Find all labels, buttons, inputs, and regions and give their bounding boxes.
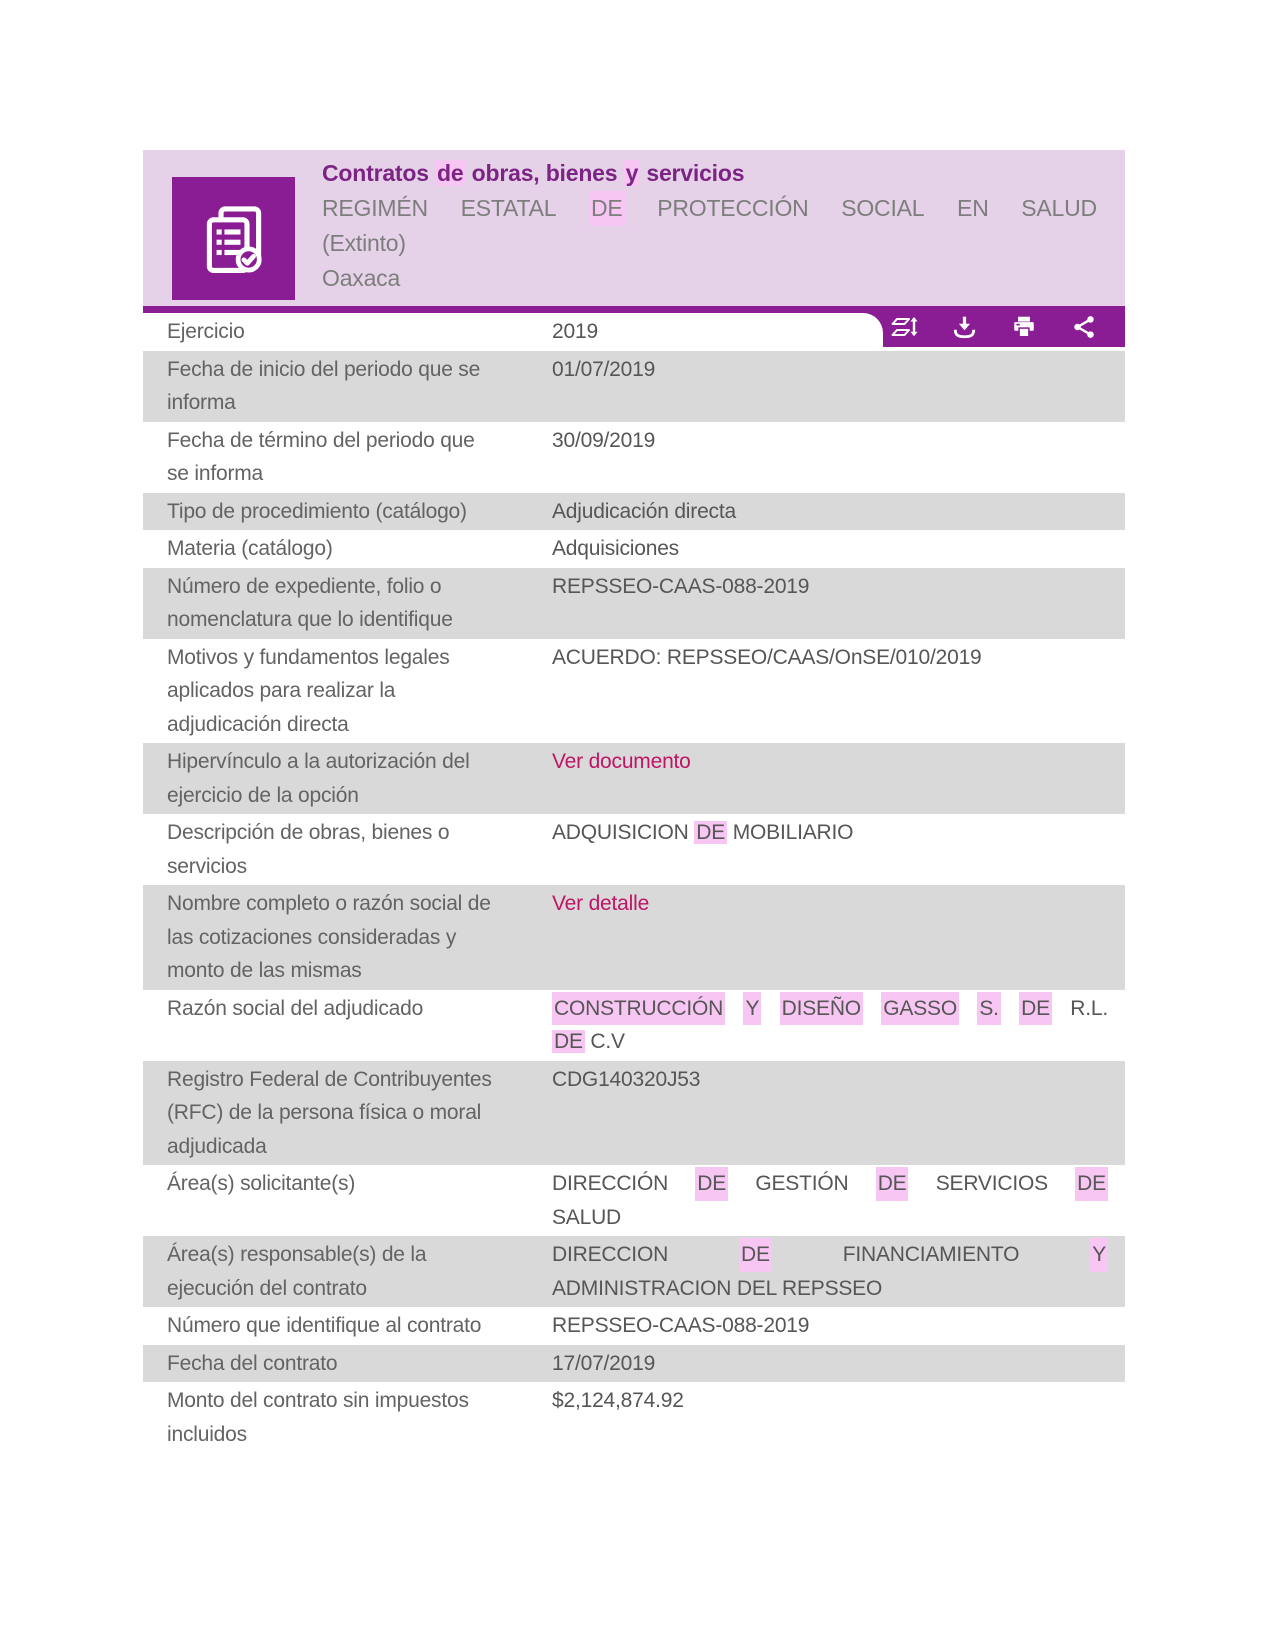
highlighted-word: de <box>437 160 464 186</box>
row-value <box>552 641 1125 742</box>
text-line[interactable] <box>552 745 1108 779</box>
highlighted-word: DE <box>1019 992 1052 1026</box>
documents-check-icon <box>193 198 275 280</box>
highlighted-word: DE <box>876 1167 909 1201</box>
row-label: Descripción de obras, bienes o servicios <box>167 821 450 878</box>
word: ADMINISTRACION <box>552 1276 732 1300</box>
row-value <box>552 532 1125 566</box>
word: ESTATAL <box>460 195 557 221</box>
word: MOBILIARIO <box>732 821 854 844</box>
text-line <box>552 1167 1108 1201</box>
word: REPSSEO-CAAS-088-2019 <box>552 1314 810 1337</box>
word: SERVICIOS <box>935 1172 1048 1195</box>
row-value <box>552 315 883 349</box>
highlighted-word: CONSTRUCCIÓN <box>552 992 725 1026</box>
row-value <box>552 816 1125 883</box>
header-title <box>322 156 1097 191</box>
table-row <box>143 814 1125 885</box>
word: REPSSEO-CAAS-088-2019 <box>552 574 810 598</box>
word: obras, <box>471 160 540 186</box>
text-line <box>552 532 1108 566</box>
text-line <box>552 1238 1108 1272</box>
word: Adjudicación <box>552 499 669 523</box>
row-value <box>552 1309 1125 1343</box>
word: R.L. <box>1070 996 1108 1020</box>
row-label: Fecha de inicio del periodo que se informa <box>167 357 481 414</box>
table-row <box>143 1307 1125 1345</box>
table-row <box>143 313 883 351</box>
row-label: Nombre completo o razón social de las cotizaciones consideradas y monto de las mismas <box>167 892 491 982</box>
text-line <box>552 1384 1108 1418</box>
word: servicios <box>646 160 745 186</box>
text-line[interactable] <box>552 887 1108 921</box>
highlighted-word: DE <box>739 1238 772 1272</box>
word: Adquisiciones <box>552 537 679 560</box>
report-page <box>143 150 1125 1522</box>
highlighted-word: S. <box>977 992 1000 1026</box>
text-line <box>552 315 866 349</box>
row-value <box>552 1167 1125 1234</box>
highlighted-word: DE <box>695 1167 728 1201</box>
table-row <box>143 1382 1125 1453</box>
row-label: Área(s) responsable(s) de la ejecución del contrato <box>167 1243 427 1300</box>
text-line <box>552 1309 1108 1343</box>
text-line <box>552 641 1108 675</box>
info-table <box>143 313 1125 1453</box>
word: 17/07/2019 <box>552 1351 656 1375</box>
row-value-link[interactable] <box>552 745 1125 812</box>
row-label: Fecha de término del periodo que se informa <box>167 428 475 485</box>
table-row <box>143 743 1125 814</box>
text-line <box>552 495 1108 529</box>
word: DIRECCION <box>552 1243 669 1266</box>
word: SOCIAL <box>841 195 925 221</box>
word: DIRECCIÓN <box>552 1172 669 1195</box>
word: C.V <box>590 1030 625 1053</box>
table-row <box>143 639 1125 744</box>
table-row <box>143 351 1125 422</box>
word: 01/07/2019 <box>552 357 656 381</box>
row-value <box>552 1347 1125 1381</box>
row-value <box>552 424 1125 491</box>
text-line <box>552 353 1108 387</box>
row-value <box>552 570 1125 637</box>
word: $2,124,874.92 <box>552 1389 684 1412</box>
word[interactable]: Ver <box>552 750 583 773</box>
highlighted-word: DE <box>696 821 726 844</box>
word: DEL <box>736 1276 777 1300</box>
row-label: Tipo de procedimiento (catálogo) <box>167 499 467 523</box>
table-row <box>143 1165 1125 1236</box>
text-line <box>552 1272 1108 1306</box>
row-value <box>552 1063 1125 1164</box>
header <box>143 150 1125 306</box>
row-label: Hipervínculo a la autorización del ejercicio de la opción <box>167 750 470 807</box>
row-label: Ejercicio <box>167 320 245 343</box>
header-extinct-label: (Extinto) <box>322 230 406 256</box>
row-label: Motivos y fundamentos legales aplicados para realizar la adjudicación directa <box>167 645 450 736</box>
word: PROTECCIÓN <box>657 195 809 221</box>
word[interactable]: documento <box>588 750 691 773</box>
text-line <box>552 424 1108 458</box>
word: GESTIÓN <box>755 1172 849 1195</box>
row-value <box>552 1238 1125 1305</box>
contracts-document-icon <box>172 177 295 300</box>
word[interactable]: Ver <box>552 892 583 915</box>
highlighted-word: DE <box>1075 1167 1108 1201</box>
word: CDG140320J53 <box>552 1067 701 1091</box>
row-label: Materia (catálogo) <box>167 537 333 560</box>
table-row <box>143 493 1125 531</box>
table-row <box>143 885 1125 990</box>
word: 2019 <box>552 320 598 343</box>
table-row <box>143 530 1125 568</box>
row-value <box>552 495 1125 529</box>
word: 30/09/2019 <box>552 428 656 452</box>
row-value <box>552 353 1125 420</box>
header-subtitle <box>322 191 1097 226</box>
text-line <box>552 1201 1108 1235</box>
word: REGIMÉN <box>322 195 428 221</box>
row-label: Área(s) solicitante(s) <box>167 1172 356 1195</box>
word: REPSSEO <box>781 1276 883 1300</box>
table-row <box>143 422 1125 493</box>
word: ACUERDO: <box>552 645 662 669</box>
word: EN <box>957 195 989 221</box>
highlighted-word: DE <box>589 191 625 226</box>
word: ADQUISICION <box>552 821 689 844</box>
table-row <box>143 568 1125 639</box>
word: directa <box>674 499 736 523</box>
word[interactable]: detalle <box>588 892 650 915</box>
word: bienes <box>545 160 618 186</box>
row-value <box>552 992 1125 1059</box>
text-line <box>552 992 1108 1026</box>
text-line <box>552 1347 1108 1381</box>
word: SALUD <box>552 1205 622 1229</box>
row-value-link[interactable] <box>552 887 1125 988</box>
text-line <box>552 1063 1108 1097</box>
row-label: Número que identifique al contrato <box>167 1314 482 1337</box>
word: FINANCIAMIENTO <box>842 1243 1020 1266</box>
word: SALUD <box>1021 195 1097 221</box>
row-value <box>552 1384 1125 1451</box>
row-label: Registro Federal de Contribuyentes (RFC) de la persona física o moral adjudicada <box>167 1067 492 1158</box>
text-line <box>322 156 1097 191</box>
table-row <box>143 1345 1125 1383</box>
highlighted-word: Y <box>1090 1238 1108 1272</box>
row-label: Monto del contrato sin impuestos incluidos <box>167 1389 469 1446</box>
word: REPSSEO/CAAS/OnSE/010/2019 <box>666 645 982 669</box>
text-line <box>552 816 1108 850</box>
highlighted-word: Y <box>743 992 761 1026</box>
text-line <box>552 1025 1108 1059</box>
word: Contratos <box>322 160 429 186</box>
highlighted-word: DISEÑO <box>780 992 863 1026</box>
table-row <box>143 990 1125 1061</box>
text-line <box>552 570 1108 604</box>
highlighted-word: GASSO <box>881 992 959 1026</box>
row-label: Razón social del adjudicado <box>167 996 424 1020</box>
header-text <box>322 156 1097 296</box>
table-row <box>143 1236 1125 1307</box>
highlighted-word: DE <box>554 1030 583 1053</box>
header-org: Oaxaca <box>322 265 401 291</box>
highlighted-word: y <box>625 160 639 186</box>
row-label: Número de expediente, folio o nomenclatura que lo identifique <box>167 574 453 631</box>
row-label: Fecha del contrato <box>167 1351 338 1375</box>
table-row <box>143 1061 1125 1166</box>
